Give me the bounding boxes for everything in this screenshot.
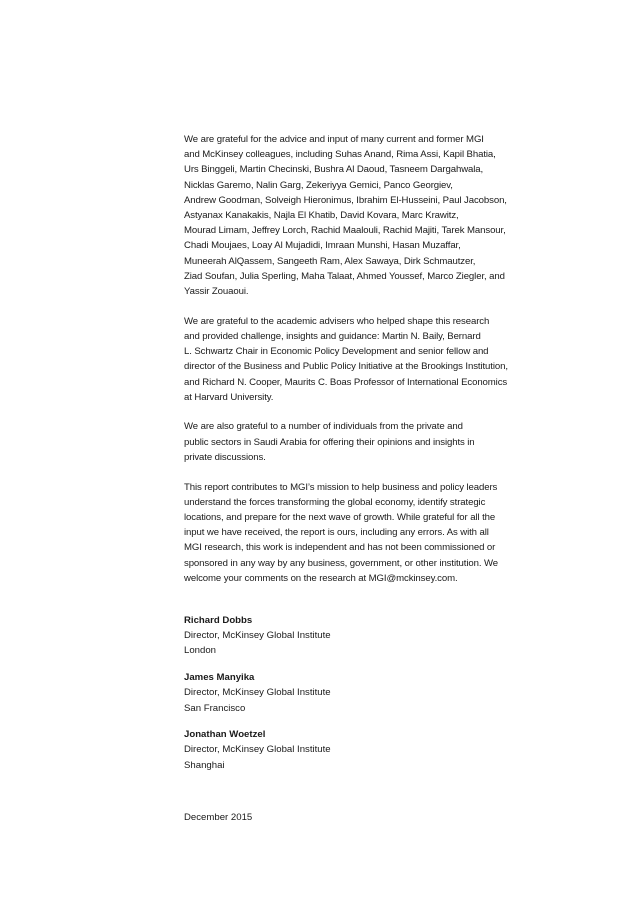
text-line: and Richard N. Cooper, Maurits C. Boas Professor of International Economics bbox=[184, 376, 508, 388]
signature-jonathan-woetzel bbox=[184, 727, 484, 773]
acknowledgements-body bbox=[184, 132, 544, 600]
signatory-name: Richard Dobbs bbox=[184, 615, 253, 626]
signatory-location: Shanghai bbox=[184, 759, 225, 771]
signatory-title: Director, McKinsey Global Institute bbox=[184, 687, 331, 699]
text-line: Muneerah AlQassem, Sangeeth Ram, Alex Sawaya, Dirk Schmautzer, bbox=[184, 255, 476, 267]
text-line: at Harvard University. bbox=[184, 391, 274, 403]
text-line: welcome your comments on the research at MGI@mckinsey.com. bbox=[184, 572, 458, 584]
text-line: Mourad Limam, Jeffrey Lorch, Rachid Maalouli, Rachid Majiti, Tarek Mansour, bbox=[184, 225, 506, 237]
signatory-title: Director, McKinsey Global Institute bbox=[184, 630, 331, 642]
signature-block bbox=[184, 613, 484, 784]
text-line: MGI research, this work is independent and has not been commissioned or bbox=[184, 542, 496, 554]
text-line: and provided challenge, insights and guidance: Martin N. Baily, Bernard bbox=[184, 330, 481, 342]
text-line: Yassir Zouaoui. bbox=[184, 286, 249, 298]
paragraph-academic-advisers bbox=[184, 314, 544, 405]
text-line: L. Schwartz Chair in Economic Policy Development and senior fellow and bbox=[184, 346, 489, 358]
text-line: input we have received, the report is ours, including any errors. As with all bbox=[184, 527, 489, 539]
paragraph-mission bbox=[184, 480, 544, 586]
signature-james-manyika bbox=[184, 670, 484, 716]
paragraph-colleagues bbox=[184, 132, 544, 299]
text-line: Astyanax Kanakakis, Najla El Khatib, David Kovara, Marc Krawitz, bbox=[184, 210, 459, 222]
text-line: locations, and prepare for the next wave of growth. While grateful for all the bbox=[184, 511, 496, 523]
text-line: We are grateful to the academic advisers who helped shape this research bbox=[184, 315, 490, 327]
document-date: December 2015 bbox=[184, 812, 253, 823]
signature-richard-dobbs bbox=[184, 613, 484, 659]
text-line: Ziad Soufan, Julia Sperling, Maha Talaat, Ahmed Youssef, Marco Ziegler, and bbox=[184, 270, 505, 282]
text-line: understand the forces transforming the global economy, identify strategic bbox=[184, 496, 486, 508]
text-line: public sectors in Saudi Arabia for offering their opinions and insights in bbox=[184, 436, 475, 448]
signatory-location: San Francisco bbox=[184, 702, 246, 714]
text-line: sponsored in any way by any business, government, or other institution. We bbox=[184, 557, 498, 569]
text-line: We are also grateful to a number of individuals from the private and bbox=[184, 421, 463, 433]
paragraph-saudi-individuals bbox=[184, 419, 544, 465]
text-line: and McKinsey colleagues, including Suhas Anand, Rima Assi, Kapil Bhatia, bbox=[184, 149, 496, 161]
text-line: Andrew Goodman, Solveigh Hieronimus, Ibrahim El-Husseini, Paul Jacobson, bbox=[184, 194, 507, 206]
text-line: Nicklas Garemo, Nalin Garg, Zekeriyya Gemici, Panco Georgiev, bbox=[184, 179, 453, 191]
text-line: private discussions. bbox=[184, 451, 266, 463]
signatory-name: James Manyika bbox=[184, 672, 255, 684]
signatory-name: Jonathan Woetzel bbox=[184, 729, 266, 741]
text-line: This report contributes to MGI’s mission to help business and policy leaders bbox=[184, 481, 498, 493]
signatory-location: London bbox=[184, 645, 217, 657]
text-line: Chadi Moujaes, Loay Al Mujadidi, Imraan Munshi, Hasan Muzaffar, bbox=[184, 240, 461, 252]
text-line: We are grateful for the advice and input of many current and former MGI bbox=[184, 134, 484, 145]
signatory-title: Director, McKinsey Global Institute bbox=[184, 744, 331, 756]
text-line: director of the Business and Public Policy Initiative at the Brookings Institution, bbox=[184, 361, 508, 373]
text-line: Urs Binggeli, Martin Checinski, Bushra Al Daoud, Tasneem Dargahwala, bbox=[184, 164, 484, 176]
